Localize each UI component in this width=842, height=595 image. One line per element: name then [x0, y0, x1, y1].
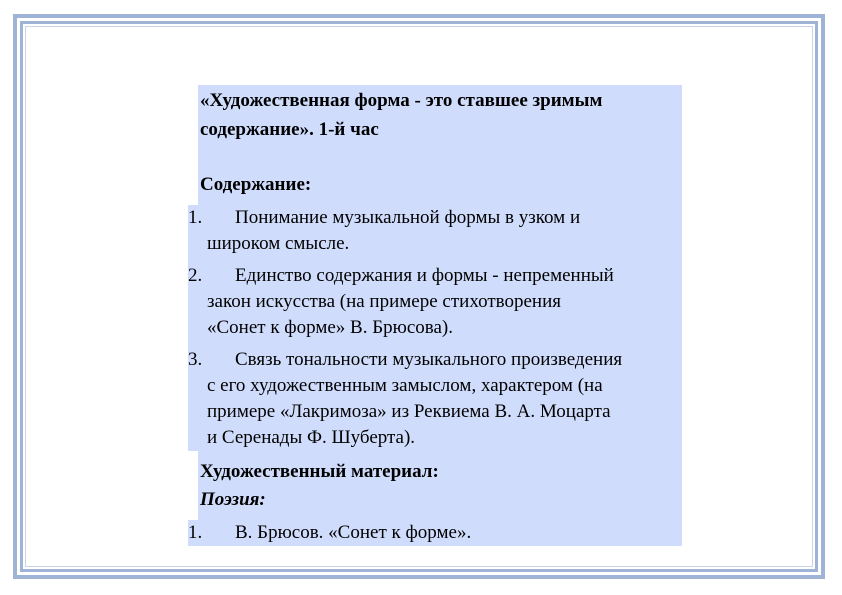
- list-item-line: и Серенады Ф. Шуберта).: [207, 427, 416, 448]
- list-item-line: с его художественным замыслом, характером (на: [207, 375, 603, 396]
- list-item-line: широком смысле.: [207, 233, 350, 254]
- list-item-line: В. Брюсов. «Сонет к форме».: [235, 522, 472, 543]
- list-item-line: Связь тональности музыкального произведения: [235, 349, 623, 370]
- title-line-1: «Художественная форма - это ставшее зримым: [200, 90, 603, 111]
- poetry-heading: Поэзия:: [200, 489, 266, 510]
- list-item-line: Единство содержания и формы - непременный: [235, 265, 614, 286]
- list-item-number: 3.: [188, 349, 203, 370]
- list-item-line: «Сонет к форме» В. Брюсова).: [207, 317, 453, 338]
- title-line-2: содержание». 1-й час: [200, 119, 379, 140]
- material-heading: Художественный материал:: [200, 461, 439, 482]
- content-heading: Содержание:: [200, 174, 312, 195]
- list-item-number: 1.: [188, 522, 203, 543]
- list-item-line: закон искусства (на примере стихотворения: [207, 291, 561, 312]
- list-item-line: Понимание музыкальной формы в узком и: [235, 207, 581, 228]
- list-item-number: 2.: [188, 265, 203, 286]
- list-item-line: примере «Лакримоза» из Реквиема В. А. Моцарта: [207, 401, 611, 422]
- list-item-number: 1.: [188, 207, 203, 228]
